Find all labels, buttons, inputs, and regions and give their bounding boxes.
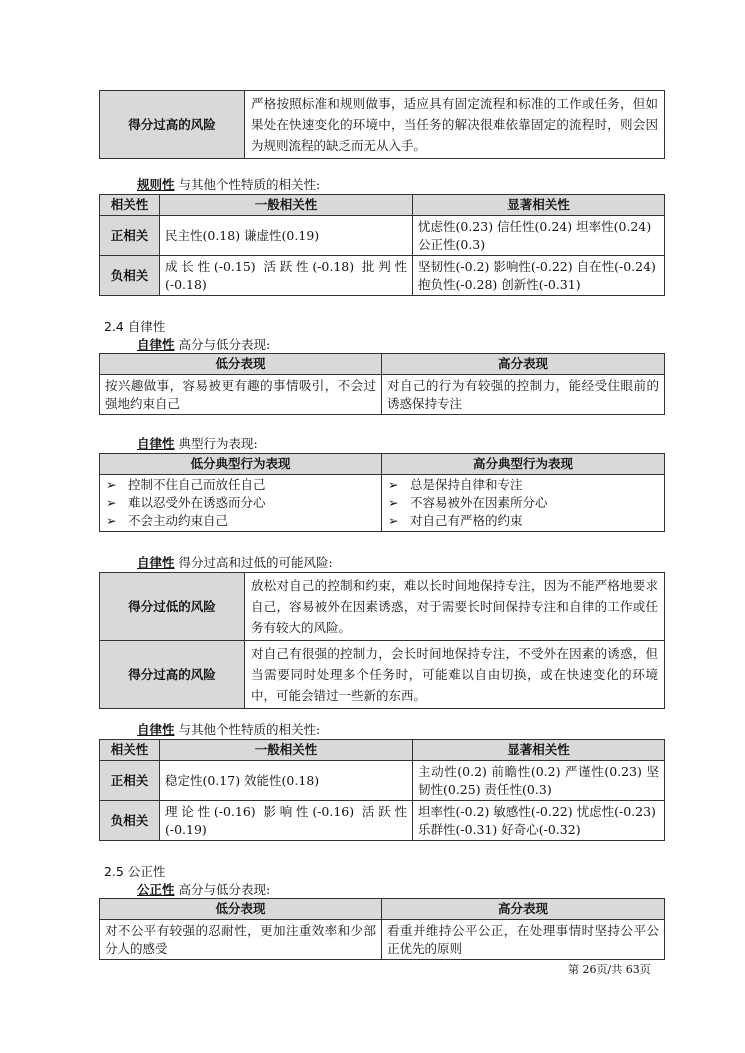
header-high: 高分表现 <box>382 354 665 375</box>
header-general: 一般相关性 <box>160 195 413 216</box>
list-item: ➢ 难以忍受外在诱惑而分心 <box>106 495 266 510</box>
header-low: 低分表现 <box>100 354 382 375</box>
rule-risk-table <box>99 90 665 159</box>
high-performance: 对自己的行为有较强的控制力，能经受住眼前的诱惑保持专注 <box>382 375 665 415</box>
fair-perf-table <box>99 898 665 960</box>
row-label-positive: 正相关 <box>100 761 160 801</box>
low-performance: 对不公平有较强的忍耐性，更加注重效率和少部分人的感受 <box>100 920 382 960</box>
high-risk-text: 严格按照标准和规则做事，适应具有固定流程和标准的工作或任务，但如果处在快速变化的环境中，当任务的解决很难依靠固定的流程时，则会因为规则流程的缺乏而无从入手。 <box>245 91 665 159</box>
self-risk-table <box>99 572 665 709</box>
low-risk-label: 得分过低的风险 <box>100 573 245 641</box>
rule-corr-table <box>99 194 665 296</box>
significant-positive: 主动性(0.2) 前瞻性(0.2) 严谨性(0.23) 坚韧性(0.25) 责任性(0.3) <box>413 761 665 801</box>
significant-negative: 坦率性(-0.2) 敏感性(-0.22) 忧虑性(-0.23) 乐群性(-0.31) 好奇心(-0.32) <box>413 801 665 841</box>
general-negative: 理论性(-0.16) 影响性(-0.16) 活跃性(-0.19) <box>160 801 413 841</box>
self-perf-table <box>99 353 665 415</box>
header-low: 低分表现 <box>100 899 382 920</box>
low-behavior-list <box>100 475 382 532</box>
high-performance: 看重并维持公平公正，在处理事情时坚持公平公正优先的原则 <box>382 920 665 960</box>
list-item: ➢ 总是保持自律和专注 <box>388 477 523 492</box>
header-correlation: 相关性 <box>100 740 160 761</box>
row-label-negative: 负相关 <box>100 256 160 296</box>
fair-perf-caption: 公正性 高分与低分表现: <box>137 882 271 897</box>
self-perf-caption: 自律性 高分与低分表现: <box>137 337 271 352</box>
header-significant: 显著相关性 <box>413 195 665 216</box>
list-item: ➢ 控制不住自己而放任自己 <box>106 477 266 492</box>
row-label-positive: 正相关 <box>100 216 160 256</box>
low-risk-text: 放松对自己的控制和约束，难以长时间地保持专注，因为不能严格地要求自己，容易被外在因素诱惑，对于需要长时间保持专注和自律的工作或任务有较大的风险。 <box>245 573 665 641</box>
rule-corr-caption: 规则性 与其他个性特质的相关性: <box>137 177 321 192</box>
self-behav-table <box>99 453 665 532</box>
high-risk-label: 得分过高的风险 <box>100 641 245 709</box>
row-label-negative: 负相关 <box>100 801 160 841</box>
self-corr-caption: 自律性 与其他个性特质的相关性: <box>137 722 321 737</box>
list-item: ➢ 不会主动约束自己 <box>106 513 229 528</box>
list-item: ➢ 对自己有严格的约束 <box>388 513 523 528</box>
section-title-2-5: 2.5 公正性 <box>104 864 166 879</box>
high-risk-label: 得分过高的风险 <box>100 91 245 159</box>
self-behav-caption: 自律性 典型行为表现: <box>137 436 258 451</box>
high-risk-text: 对自己有很强的控制力，会长时间地保持专注，不受外在因素的诱惑，但当需要同时处理多个任务时，可能难以自由切换，或在快速变化的环境中，可能会错过一些新的东西。 <box>245 641 665 709</box>
self-corr-table <box>99 739 665 841</box>
header-high: 高分表现 <box>382 899 665 920</box>
high-behavior-list <box>382 475 665 532</box>
low-performance: 按兴趣做事，容易被更有趣的事情吸引，不会过强地约束自己 <box>100 375 382 415</box>
header-significant: 显著相关性 <box>413 740 665 761</box>
list-item: ➢ 不容易被外在因素所分心 <box>388 495 548 510</box>
page-number: 第 26页/共 63页 <box>568 963 651 976</box>
header-general: 一般相关性 <box>160 740 413 761</box>
general-positive: 稳定性(0.17) 效能性(0.18) <box>160 761 413 801</box>
section-title-2-4: 2.4 自律性 <box>104 319 166 334</box>
general-negative: 成长性(-0.15) 活跃性(-0.18) 批判性(-0.18) <box>160 256 413 296</box>
significant-positive: 忧虑性(0.23) 信任性(0.24) 坦率性(0.24) 公正性(0.3) <box>413 216 665 256</box>
header-low-behavior: 低分典型行为表现 <box>100 454 382 475</box>
significant-negative: 坚韧性(-0.2) 影响性(-0.22) 自在性(-0.24) 抱负性(-0.28) 创新性(-0.31) <box>413 256 665 296</box>
header-high-behavior: 高分典型行为表现 <box>382 454 665 475</box>
general-positive: 民主性(0.18) 谦虚性(0.19) <box>160 216 413 256</box>
self-risk-caption: 自律性 得分过高和过低的可能风险: <box>137 555 333 570</box>
header-correlation: 相关性 <box>100 195 160 216</box>
